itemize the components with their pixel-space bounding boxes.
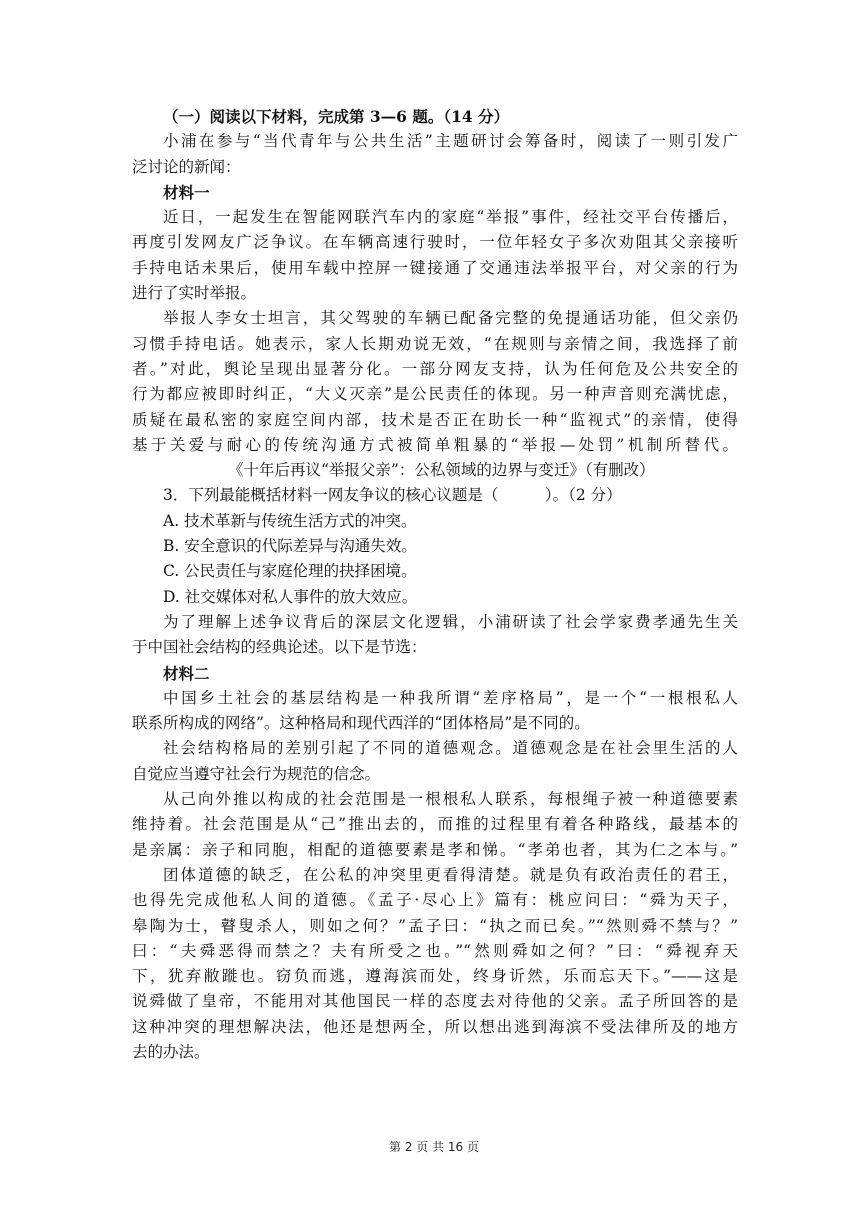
- material2-line-5: 从己向外推以构成的社会范围是一根根私人联系，每根绳子被一种道德要素: [163, 790, 738, 809]
- material2-line-6: 维持着。社会范围是从“己”推出去的，而推的过程里有着各种路线，最基本的: [132, 815, 738, 834]
- intro-line-2: 泛讨论的新闻：: [132, 157, 241, 176]
- material1-line-5: 举报人李女士坦言，其父驾驶的车辆已配备完整的免提通话功能，但父亲仍: [163, 309, 738, 328]
- transition-line-1: 为了理解上述争议背后的深层文化逻辑，小浦研读了社会学家费孝通先生关: [163, 612, 738, 631]
- material2-title: 材料二: [163, 663, 210, 683]
- material2-line-7: 是亲属：亲子和同胞，相配的道德要素是孝和悌。“孝弟也者，其为仁之本与。”: [132, 840, 738, 859]
- option-b: B. 安全意识的代际差异与沟通失效。: [163, 537, 417, 556]
- material1-line-6: 习惯手持电话。她表示，家人长期劝说无效，“在规则与亲情之间，我选择了前: [132, 334, 738, 353]
- material1-title: 材料一: [163, 182, 210, 202]
- material2-line-13: 说舜做了皇帝，不能用对其他国民一样的态度去对待他的父亲。孟子所回答的是: [132, 992, 738, 1011]
- material1-line-8: 行为都应被即时纠正，“大义灭亲”是公民责任的体现。另一种声音则充满忧虑，: [132, 385, 738, 404]
- material1-line-10: 基于关爱与耐心的传统沟通方式被简单粗暴的“举报—处罚”机制所替代。: [132, 435, 738, 454]
- material2-line-10: 皋陶为士，瞽叟杀人，则如之何？”孟子曰：“执之而已矣。”“然则舜不禁与？”: [132, 916, 738, 935]
- page-body: [132, 104, 738, 1065]
- material1-line-9: 质疑在最私密的家庭空间内部，技术是否正在助长一种“监视式”的亲情，使得: [132, 410, 738, 429]
- material2-line-4: 自觉应当遵守社会行为规范的信念。: [132, 764, 381, 783]
- material2-line-3: 社会结构格局的差别引起了不同的道德观念。道德观念是在社会里生活的人: [163, 739, 738, 758]
- material2-line-15: 去的办法。: [132, 1042, 210, 1061]
- material2-line-12: 下，犹弃敝蹝也。窃负而逃，遵海滨而处，终身䜣然，乐而忘天下。”——这是: [132, 967, 738, 986]
- material2-line-8: 团体道德的缺乏，在公私的冲突里更看得清楚。就是负有政治责任的君王，: [163, 865, 738, 884]
- material2-line-14: 这种冲突的理想解决法，他还是想两全，所以想出逃到海滨不受法律所及的地方: [132, 1017, 738, 1036]
- material1-line-3: 手持电话未果后，使用车载中控屏一键接通了交通违法举报平台，对父亲的行为: [132, 258, 738, 277]
- material1-line-1: 近日，一起发生在智能网联汽车内的家庭“举报”事件，经社交平台传播后，: [163, 208, 738, 227]
- option-a: A. 技术革新与传统生活方式的冲突。: [163, 511, 417, 530]
- intro-line-1: 小浦在参与“当代青年与公共生活”主题研讨会筹备时，阅读了一则引发广: [163, 132, 738, 151]
- material2-line-1: 中国乡土社会的基层结构是一种我所谓“差序格局”，是一个“一根根私人: [163, 688, 738, 707]
- material2-line-2: 联系所构成的网络”。这种格局和现代西洋的“团体格局”是不同的。: [132, 714, 590, 733]
- material1-line-2: 再度引发网友广泛争议。在车辆高速行驶时，一位年轻女子多次劝阻其父亲接听: [132, 233, 738, 252]
- option-d: D. 社交媒体对私人事件的放大效应。: [163, 587, 418, 606]
- option-c: C. 公民责任与家庭伦理的抉择困境。: [163, 562, 417, 581]
- transition-line-2: 于中国社会结构的经典论述。以下是节选：: [132, 638, 427, 657]
- material1-line-7: 者。”对此，舆论呈现出显著分化。一部分网友支持，认为任何危及公共安全的: [132, 359, 738, 378]
- page-footer: 第 2 页 共 16 页: [389, 1140, 479, 1154]
- section-heading: （一）阅读以下材料，完成第 3—6 题。（14 分）: [163, 107, 510, 126]
- material2-line-11: 曰：“夫舜恶得而禁之？夫有所受之也。”“然则舜如之何？”曰：“舜视弃天: [132, 941, 738, 960]
- question-3: 3．下列最能概括材料一网友争议的核心议题是（ ）。（2 分）: [163, 486, 622, 505]
- material1-line-4: 进行了实时举报。: [132, 284, 257, 303]
- material1-source: 《十年后再议“举报父亲”：公私领域的边界与变迁》（有删改）: [228, 461, 655, 480]
- material2-line-9: 也得先完成他私人间的道德。《孟子·尽心上》篇有：桃应问曰：“舜为天子，: [132, 891, 738, 910]
